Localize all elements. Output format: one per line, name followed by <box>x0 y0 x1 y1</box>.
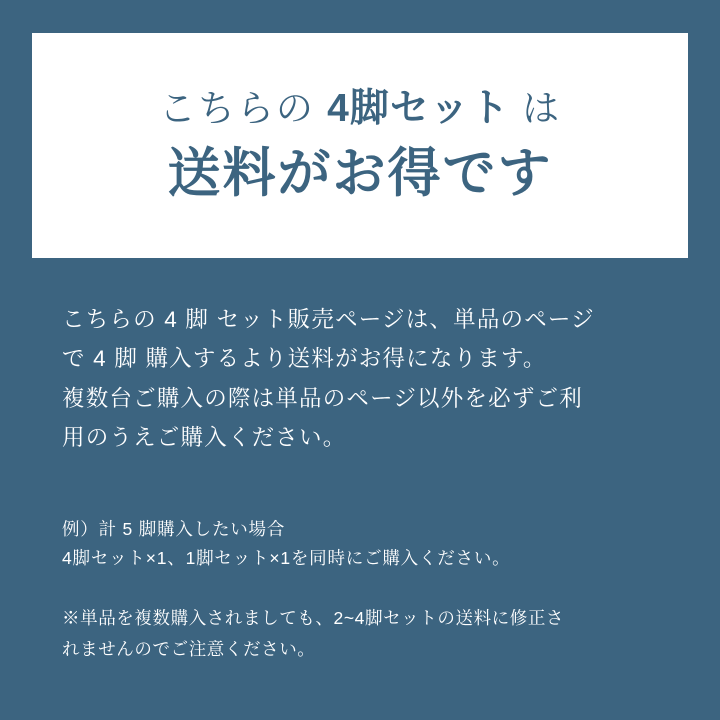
main-paragraph <box>62 300 662 458</box>
headline-line-2: 送料がお得です <box>167 144 553 204</box>
headline-emphasis: 4脚セット <box>327 86 510 130</box>
main-paragraph-line-4: 用のうえご購入ください。 <box>62 425 347 451</box>
main-paragraph-line-1: こちらの 4 脚 セット販売ページは、単品のページ <box>62 307 595 332</box>
headline-prefix: こちらの <box>158 87 328 129</box>
main-paragraph-line-2: で 4 脚 購入するより送料がお得になります。 <box>62 346 547 372</box>
note-paragraph-line-2: れませんのでご注意ください。 <box>62 638 316 659</box>
example-paragraph-line-1: 例）計 5 脚購入したい場合 <box>62 519 286 539</box>
note-paragraph <box>62 603 667 664</box>
example-paragraph <box>62 515 672 573</box>
headline-suffix: は <box>509 87 562 129</box>
example-paragraph-line-2: 4脚セット×1、1脚セット×1を同時にご購入ください。 <box>62 547 511 568</box>
headline-line-1 <box>159 86 561 133</box>
note-paragraph-line-1: ※単品を複数購入されましても、2~4脚セットの送料に修正さ <box>62 608 565 628</box>
main-paragraph-line-3: 複数台ご購入の際は単品のページ以外を必ずご利 <box>62 385 583 411</box>
headline-card <box>32 33 688 258</box>
